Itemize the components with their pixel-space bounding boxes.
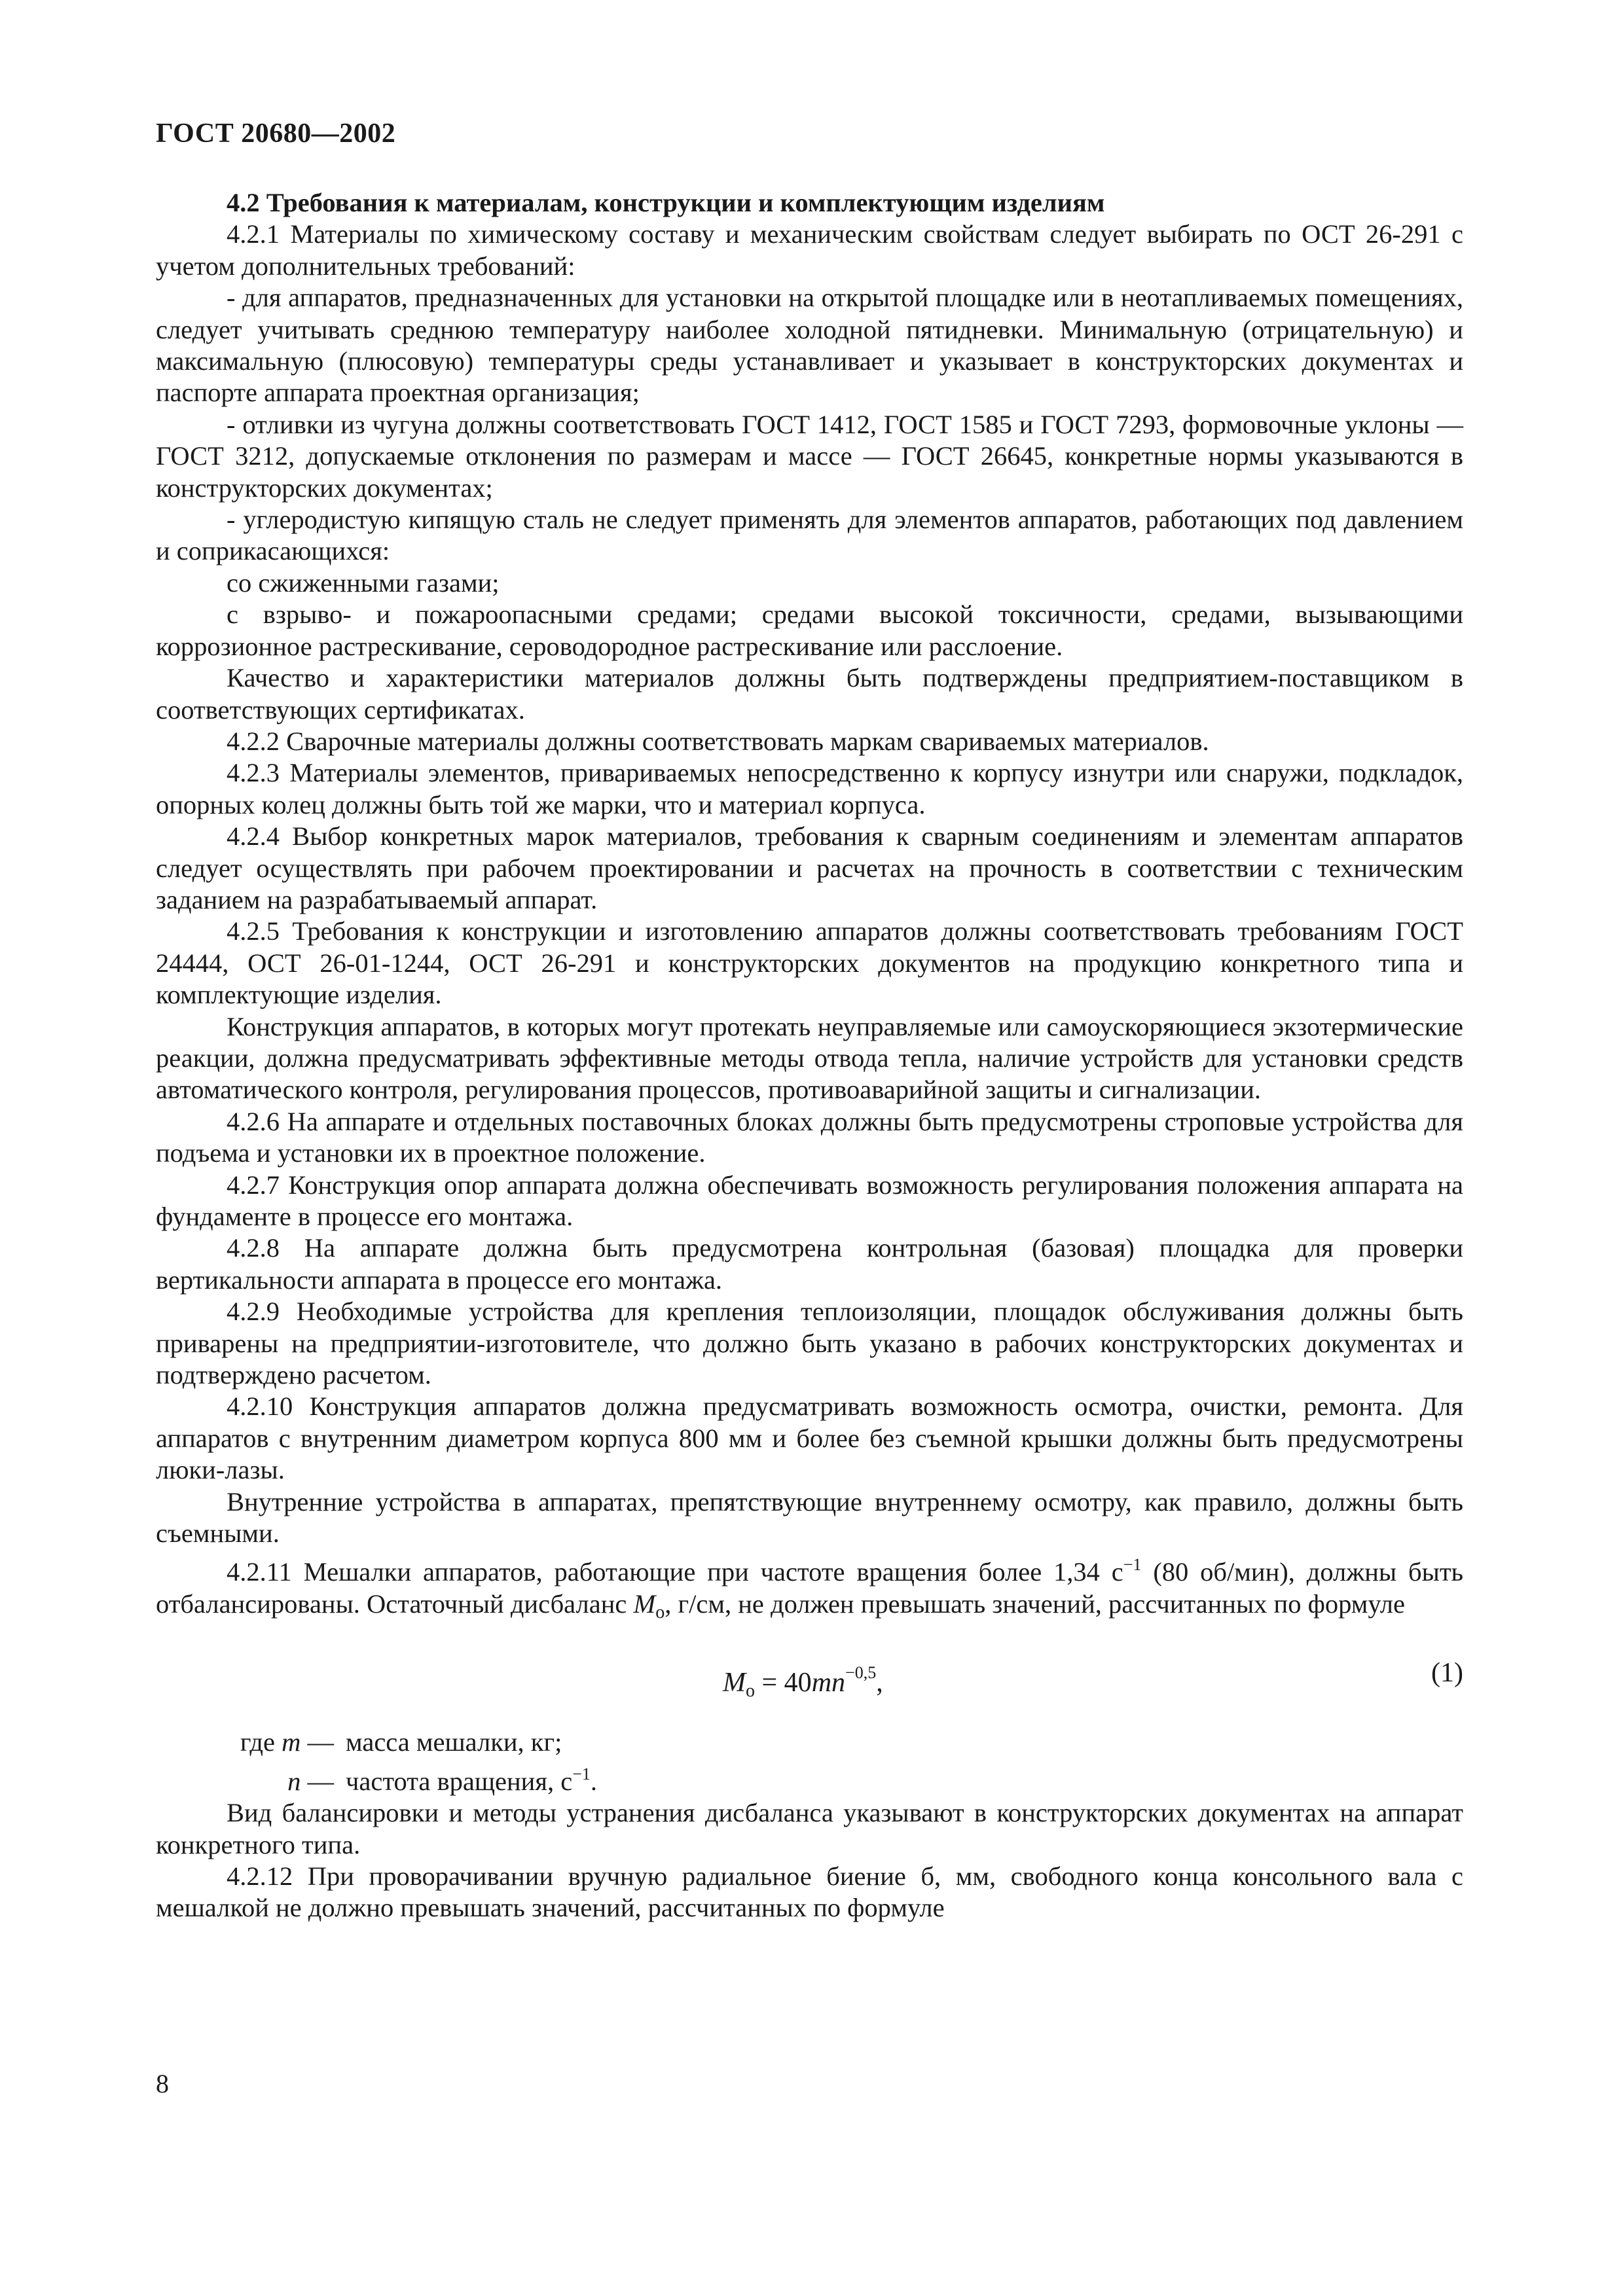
paragraph-4-2-5: 4.2.5 Требования к конструкции и изготовлению аппаратов должны соответствовать требованиям ГОСТ 24444, ОСТ 26-01-1244, ОСТ 26-291 и конструкторских документов на продукцию конкретного типа и комплектующие изделия.: [156, 916, 1463, 1010]
paragraph-4-2-8: 4.2.8 На аппарате должна быть предусмотрена контрольная (базовая) площадка для проверки вертикальности аппарата в процессе его монтажа.: [156, 1233, 1463, 1295]
paragraph-4-2-9: 4.2.9 Необходимые устройства для крепления теплоизоляции, площадок обслуживания должны быть приварены на предприятии-изготовителе, что должно быть указано в рабочих конструкторских документах и подтверждено расчетом.: [156, 1297, 1463, 1390]
page-number: 8: [156, 2069, 169, 2098]
paragraph-4-2-7: 4.2.7 Конструкция опор аппарата должна обеспечивать возможность регулирования положения аппарата на фундаменте в процессе его монтажа.: [156, 1170, 1463, 1231]
paragraph-4-2-12: 4.2.12 При проворачивании вручную радиальное биение б, мм, свободного конца консольного вала с мешалкой не должно превышать значений, рассчитанных по формуле: [156, 1861, 1463, 1923]
formula-expression: $M_о = 40mn^{-0,5}$,: [723, 1663, 883, 1702]
paragraph-4-2-10: 4.2.10 Конструкция аппаратов должна предусматривать возможность осмотра, очистки, ремонта. Для аппаратов с внутренним диаметром корпуса 800 мм и более без съемной крышки должны быть предусмотрены люки-лазы.: [156, 1391, 1463, 1485]
paragraph-4-2-1: 4.2.1 Материалы по химическому составу и механическим свойствам следует выбирать по ОСТ 26-291 с учетом дополнительных требований:: [156, 219, 1463, 281]
paragraph-liquefied-gases: со сжиженными газами;: [227, 567, 500, 598]
legend-item-m: где m — масса мешалки, кг;: [240, 1727, 562, 1757]
document-body: [156, 187, 1463, 1924]
paragraph-4-2-6: 4.2.6 На аппарате и отдельных поставочных блоках должны быть предусмотрены строповые устройства для подъема и установки их в проектное положение.: [156, 1106, 1463, 1168]
paragraph-cast-iron: - отливки из чугуна должны соответствовать ГОСТ 1412, ГОСТ 1585 и ГОСТ 7293, формовочные уклоны — ГОСТ 3212, допускаемые отклонения по размерам и массе — ГОСТ 26645, конкретные нормы указываются в конструкторских документах;: [156, 409, 1463, 503]
frequency-unit-exponent: −1: [1123, 1555, 1142, 1575]
paragraph-4-2-11-part-a: 4.2.11 Мешалки аппаратов, работающие при частоте вращения более 1,34 с: [227, 1557, 1123, 1587]
paragraph-4-2-4: 4.2.4 Выбор конкретных марок материалов, требования к сварным соединениям и элементам аппаратов следует осуществлять при рабочем проектировании и расчетах на прочность в соответствии с техническим заданием на разрабатываемый аппарат.: [156, 821, 1463, 914]
paragraph-4-2-2: 4.2.2 Сварочные материалы должны соответствовать маркам свариваемых материалов.: [227, 726, 1209, 756]
document-header: ГОСТ 20680—2002: [156, 118, 396, 149]
paragraph-hazardous-media: с взрыво- и пожароопасными средами; средами высокой токсичности, средами, вызывающими коррозионное растрескивание, сероводородное растрескивание или расслоение.: [156, 600, 1463, 661]
imbalance-symbol: $M_о$: [633, 1588, 665, 1623]
section-title: 4.2 Требования к материалам, конструкции и комплектующим изделиям: [227, 188, 1105, 217]
paragraph-carbon-steel: - углеродистую кипящую сталь не следует применять для элементов аппаратов, работающих под давлением и соприкасающихся:: [156, 505, 1463, 566]
paragraph-internal-devices: Внутренние устройства в аппаратах, препятствующие внутреннему осмотру, как правило, должны быть съемными.: [156, 1486, 1463, 1549]
legend-item-n: n — частота вращения, $с^{-1}$.: [287, 1764, 598, 1796]
paragraph-outdoor-requirements: - для аппаратов, предназначенных для установки на открытой площадке или в неотапливаемых помещениях, следует учитывать среднюю температуру наиболее холодной пятидневки. Минимальную (отрицательную) и максимальную (плюсовую) температуры среды устанавливает и указывает в конструкторских документах и паспорте аппарата проектная организация;: [156, 283, 1463, 408]
formula-1: [156, 1628, 1463, 1727]
paragraph-balancing: Вид балансировки и методы устранения дисбаланса указывают в конструкторских документах на аппарат конкретного типа.: [156, 1798, 1463, 1859]
paragraph-4-2-11-part-c: , г/см, не должен превышать значений, рассчитанных по формуле: [665, 1588, 1405, 1619]
paragraph-4-2-11-part-b: (80 об/мин), должны быть отбалансированы. Остаточный дисбаланс: [156, 1557, 1463, 1619]
paragraph-4-2-3: 4.2.3 Материалы элементов, привариваемых непосредственно к корпусу изнутри или снаружи, подкладок, опорных колец должны быть той же марки, что и материал корпуса.: [156, 758, 1463, 819]
paragraph-exothermic-reactions: Конструкция аппаратов, в которых могут протекать неуправляемые или самоускоряющиеся экзотермические реакции, должна предусматривать эффективные методы отвода тепла, наличие устройств для установки средств автоматического контроля, регулирования процессов, противоаварийной защиты и сигнализации.: [156, 1011, 1463, 1105]
paragraph-material-quality: Качество и характеристики материалов должны быть подтверждены предприятием-поставщиком в соответствующих сертификатах.: [156, 663, 1463, 725]
formula-number: (1): [1431, 1658, 1463, 1689]
formula-legend: [156, 1727, 1463, 1797]
paragraph-4-2-11: [156, 1549, 1463, 1628]
